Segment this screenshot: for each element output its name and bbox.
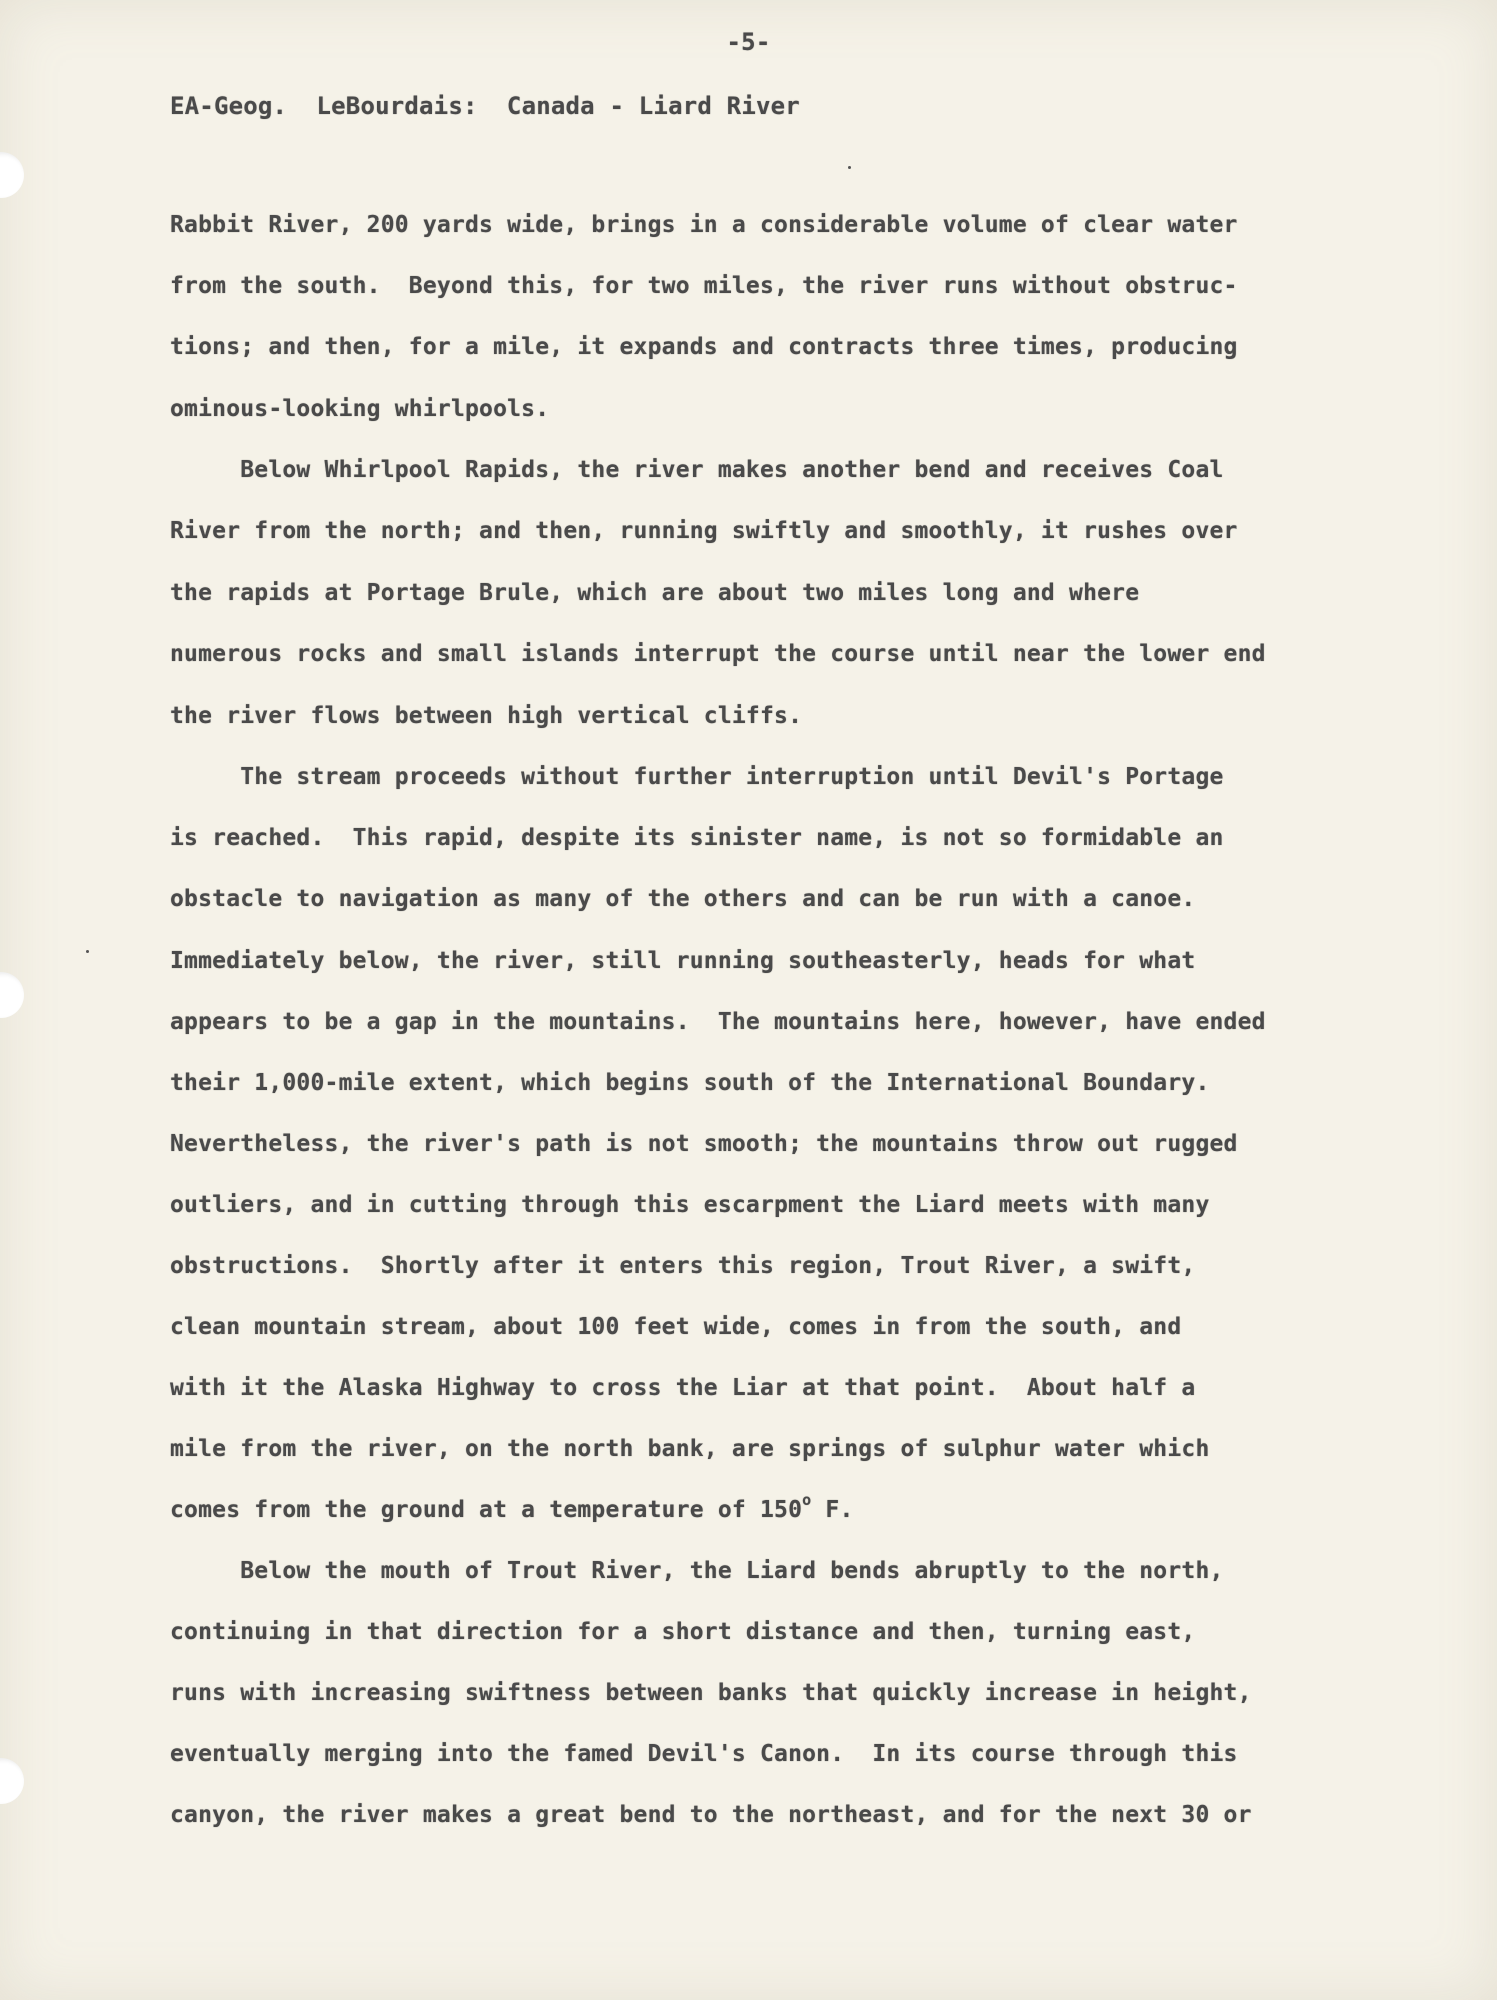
text-line: runs with increasing swiftness between banks that quickly increase in height,: [170, 1680, 1252, 1706]
page-number: -5-: [726, 28, 771, 56]
text-line: eventually merging into the famed Devil's Canon. In its course through this: [170, 1741, 1238, 1767]
text-line: Below Whirlpool Rapids, the river makes another bend and receives Coal: [170, 457, 1224, 483]
paper-speck: [848, 166, 851, 169]
text-line: numerous rocks and small islands interrupt the course until near the lower end: [170, 641, 1266, 667]
text-line: with it the Alaska Highway to cross the Liar at that point. About half a: [170, 1375, 1196, 1401]
text-line: Nevertheless, the river's path is not smooth; the mountains throw out rugged: [170, 1131, 1238, 1157]
temperature-unit: F.: [811, 1497, 854, 1523]
text-line-temperature: [170, 1491, 854, 1523]
punch-hole: [0, 152, 24, 198]
text-line: Immediately below, the river, still running southeasterly, heads for what: [170, 948, 1196, 974]
text-line: obstructions. Shortly after it enters this region, Trout River, a swift,: [170, 1253, 1196, 1279]
text-line: The stream proceeds without further interruption until Devil's Portage: [170, 764, 1224, 790]
text-line: their 1,000-mile extent, which begins south of the International Boundary.: [170, 1070, 1210, 1096]
punch-hole: [0, 1758, 24, 1804]
temperature-text: comes from the ground at a temperature of 150: [170, 1497, 803, 1523]
text-line: tions; and then, for a mile, it expands and contracts three times, producing: [170, 334, 1238, 360]
text-line: obstacle to navigation as many of the others and can be run with a canoe.: [170, 886, 1196, 912]
punch-hole: [0, 972, 24, 1018]
text-line: from the south. Beyond this, for two miles, the river runs without obstruc-: [170, 273, 1238, 299]
document-header: EA-Geog. LeBourdais: Canada - Liard River: [170, 92, 800, 120]
text-line: mile from the river, on the north bank, are springs of sulphur water which: [170, 1436, 1210, 1462]
text-line: is reached. This rapid, despite its sinister name, is not so formidable an: [170, 825, 1224, 851]
text-line: the river flows between high vertical cliffs.: [170, 703, 803, 729]
text-line: outliers, and in cutting through this escarpment the Liard meets with many: [170, 1192, 1210, 1218]
text-line: ominous-looking whirlpools.: [170, 396, 550, 422]
text-line: clean mountain stream, about 100 feet wide, comes in from the south, and: [170, 1314, 1182, 1340]
text-line: appears to be a gap in the mountains. The mountains here, however, have ended: [170, 1009, 1266, 1035]
degree-mark: o: [802, 1491, 812, 1509]
text-line: continuing in that direction for a short distance and then, turning east,: [170, 1619, 1196, 1645]
text-line: the rapids at Portage Brule, which are about two miles long and where: [170, 580, 1140, 606]
text-line: River from the north; and then, running swiftly and smoothly, it rushes over: [170, 518, 1238, 544]
paper-speck: [86, 950, 89, 953]
text-line: Below the mouth of Trout River, the Liard bends abruptly to the north,: [170, 1558, 1224, 1584]
text-line: Rabbit River, 200 yards wide, brings in a considerable volume of clear water: [170, 212, 1238, 238]
text-line: canyon, the river makes a great bend to the northeast, and for the next 30 or: [170, 1802, 1252, 1828]
